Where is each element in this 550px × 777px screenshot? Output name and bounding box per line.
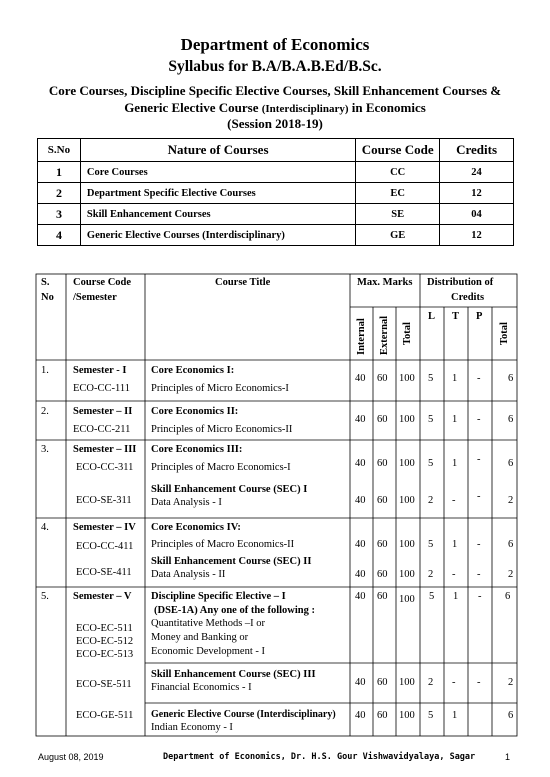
- row4-sec-internal: 40: [355, 569, 366, 580]
- row4-sec-code: ECO-SE-411: [76, 567, 132, 578]
- row3-subtitle: Principles of Macro Economics-I: [151, 462, 291, 473]
- summary-nature: Generic Elective Courses (Interdisciplinary): [80, 225, 355, 246]
- row3-external: 60: [377, 458, 388, 469]
- row4-t: 1: [452, 539, 458, 550]
- summary-credits: 04: [440, 204, 514, 225]
- footer-date: August 08, 2019: [38, 752, 104, 762]
- row5-ge-total: 100: [399, 710, 415, 721]
- row5-sec-external: 60: [377, 677, 388, 688]
- row5-external: 60: [377, 591, 388, 602]
- row3-sec-title: Skill Enhancement Course (SEC) I: [151, 484, 308, 495]
- row1-subtitle: Principles of Micro Economics-I: [151, 383, 289, 394]
- row5-p: -: [478, 591, 482, 602]
- row1-total: 100: [399, 373, 415, 384]
- detail-header-dist1: Distribution of: [427, 277, 494, 288]
- row4-title: Core Economics IV:: [151, 522, 241, 533]
- row3-internal: 40: [355, 458, 366, 469]
- row1-code: ECO-CC-111: [73, 383, 130, 394]
- row4-sec-subtitle: Data Analysis - II: [151, 569, 226, 580]
- summary-header-nature: Nature of Courses: [80, 139, 355, 162]
- row5-ge-title: Generic Elective Course (Interdisciplinary): [151, 709, 336, 720]
- row2-title: Core Economics II:: [151, 406, 239, 417]
- summary-nature: Department Specific Elective Courses: [80, 183, 355, 204]
- row1-t: 1: [452, 373, 458, 384]
- row2-credits: 6: [508, 414, 514, 425]
- row5-sec-credits: 2: [508, 677, 514, 688]
- detail-header-credit-total: Total: [499, 322, 510, 345]
- row5-course-option: Quantitative Methods –I or: [151, 618, 266, 629]
- row3-semester: Semester – III: [73, 444, 137, 455]
- row5-ge-l: 5: [428, 710, 434, 721]
- row4-sno: 4.: [41, 522, 49, 533]
- row1-semester: Semester - I: [73, 365, 127, 376]
- detail-header-title: Course Title: [215, 277, 271, 288]
- courses-line2c: in Economics: [348, 100, 426, 115]
- detail-header-code: Course Code: [73, 277, 132, 288]
- department-title: Department of Economics: [180, 35, 370, 54]
- row4-external: 60: [377, 539, 388, 550]
- row2-l: 5: [428, 414, 434, 425]
- summary-nature: Core Courses: [80, 162, 355, 183]
- row5-sec-p: -: [477, 677, 481, 688]
- row4-total: 100: [399, 539, 415, 550]
- detail-header-p: P: [476, 311, 483, 322]
- row2-internal: 40: [355, 414, 366, 425]
- session-label: (Session 2018-19): [227, 116, 323, 131]
- row4-semester: Semester – IV: [73, 522, 136, 533]
- row1-title: Core Economics I:: [151, 365, 235, 376]
- row3-p: -: [477, 454, 481, 465]
- row2-code: ECO-CC-211: [73, 424, 131, 435]
- row2-total: 100: [399, 414, 415, 425]
- row4-code: ECO-CC-411: [76, 541, 134, 552]
- summary-credits: 12: [440, 183, 514, 204]
- row5-title: Discipline Specific Elective – I: [151, 591, 286, 602]
- row3-sec-total: 100: [399, 495, 415, 506]
- row3-sec-code: ECO-SE-311: [76, 495, 132, 506]
- detail-header-external: External: [379, 315, 390, 355]
- row4-l: 5: [428, 539, 434, 550]
- row3-sec-l: 2: [428, 495, 434, 506]
- row5-ge-internal: 40: [355, 710, 366, 721]
- row4-internal: 40: [355, 539, 366, 550]
- row5-sec-title: Skill Enhancement Course (SEC) III: [151, 669, 316, 680]
- summary-nature: Skill Enhancement Courses: [80, 204, 355, 225]
- summary-sno: 3: [38, 204, 81, 225]
- row5-ge-t: 1: [452, 710, 458, 721]
- detail-header-marks: Max. Marks: [357, 277, 413, 288]
- row5-credits: 6: [505, 591, 511, 602]
- detail-header-l: L: [428, 311, 436, 322]
- row5-sec-t: -: [452, 677, 456, 688]
- row2-semester: Semester – II: [73, 406, 133, 417]
- row5-sec-internal: 40: [355, 677, 366, 688]
- detail-header-dist2: Credits: [451, 292, 485, 303]
- row3-sec-p: -: [477, 491, 481, 502]
- row1-l: 5: [428, 373, 434, 384]
- row5-internal: 40: [355, 591, 366, 602]
- summary-code: EC: [356, 183, 440, 204]
- row3-sec-t: -: [452, 495, 456, 506]
- summary-sno: 4: [38, 225, 81, 246]
- row3-code: ECO-CC-311: [76, 462, 134, 473]
- row5-code-option: ECO-EC-513: [76, 649, 134, 660]
- row5-ge-code: ECO-GE-511: [76, 710, 134, 721]
- courses-line2a: Generic Elective Course: [124, 100, 262, 115]
- syllabus-title: Syllabus for B.A/B.A.B.Ed/B.Sc.: [168, 58, 382, 75]
- detail-header-s: S.: [41, 277, 50, 288]
- row1-sno: 1.: [41, 365, 49, 376]
- row5-ge-credits: 6: [508, 710, 514, 721]
- detail-header-total: Total: [402, 322, 413, 345]
- row4-p: -: [477, 539, 481, 550]
- row3-credits: 6: [508, 458, 514, 469]
- row4-sec-total: 100: [399, 569, 415, 580]
- row3-total: 100: [399, 458, 415, 469]
- row5-ge-external: 60: [377, 710, 388, 721]
- summary-header-sno: S.No: [38, 139, 81, 162]
- row5-sec-subtitle: Financial Economics - I: [151, 682, 252, 693]
- row5-sec-code: ECO-SE-511: [76, 679, 132, 690]
- row5-code-option: ECO-EC-511: [76, 623, 133, 634]
- footer-page-number: 1: [505, 752, 511, 762]
- detail-header-t: T: [452, 311, 460, 322]
- row2-t: 1: [452, 414, 458, 425]
- row5-sno: 5.: [41, 591, 49, 602]
- row3-sec-credits: 2: [508, 495, 514, 506]
- row5-sec-total: 100: [399, 677, 415, 688]
- row3-l: 5: [428, 458, 434, 469]
- summary-sno: 2: [38, 183, 81, 204]
- courses-line1: Core Courses, Discipline Specific Elective Courses, Skill Enhancement Courses &: [48, 83, 502, 98]
- row5-total: 100: [399, 594, 415, 605]
- row5-course-option: Economic Development - I: [151, 646, 266, 657]
- row2-subtitle: Principles of Micro Economics-II: [151, 424, 293, 435]
- detail-header-internal: Internal: [356, 318, 367, 355]
- row5-ge-subtitle: Indian Economy - I: [151, 722, 233, 733]
- row3-sec-internal: 40: [355, 495, 366, 506]
- row5-dse-note: (DSE-1A) Any one of the following :: [154, 605, 316, 616]
- row5-sec-l: 2: [428, 677, 434, 688]
- summary-credits: 12: [440, 225, 514, 246]
- courses-line2b: (Interdisciplinary): [261, 103, 349, 115]
- row4-sec-p: -: [477, 569, 481, 580]
- summary-code: GE: [356, 225, 440, 246]
- row1-credits: 6: [508, 373, 514, 384]
- row4-subtitle: Principles of Macro Economics-II: [151, 539, 295, 550]
- row5-code-option: ECO-EC-512: [76, 636, 134, 647]
- row4-credits: 6: [508, 539, 514, 550]
- row1-external: 60: [377, 373, 388, 384]
- row3-sno: 3.: [41, 444, 49, 455]
- row2-p: -: [477, 414, 481, 425]
- row2-external: 60: [377, 414, 388, 425]
- detail-header-no: No: [41, 292, 54, 303]
- row3-sec-subtitle: Data Analysis - I: [151, 497, 222, 508]
- summary-code: CC: [356, 162, 440, 183]
- row3-sec-external: 60: [377, 495, 388, 506]
- summary-header-code: Course Code: [356, 139, 440, 162]
- row1-internal: 40: [355, 373, 366, 384]
- row4-sec-t: -: [452, 569, 456, 580]
- row5-semester: Semester – V: [73, 591, 132, 602]
- row5-t: 1: [453, 591, 459, 602]
- footer-department: Department of Economics, Dr. H.S. Gour Vishwavidyalaya, Sagar: [163, 752, 476, 762]
- row3-t: 1: [452, 458, 458, 469]
- row4-sec-external: 60: [377, 569, 388, 580]
- detail-header-semester: /Semester: [73, 292, 117, 303]
- row5-l: 5: [429, 591, 435, 602]
- row5-course-option: Money and Banking or: [151, 632, 249, 643]
- row4-sec-title: Skill Enhancement Course (SEC) II: [151, 556, 312, 567]
- row1-p: -: [477, 373, 481, 384]
- row3-title: Core Economics III:: [151, 444, 243, 455]
- summary-sno: 1: [38, 162, 81, 183]
- row4-sec-l: 2: [428, 569, 434, 580]
- summary-credits: 24: [440, 162, 514, 183]
- row2-sno: 2.: [41, 406, 49, 417]
- summary-header-credits: Credits: [440, 139, 514, 162]
- summary-code: SE: [356, 204, 440, 225]
- row4-sec-credits: 2: [508, 569, 514, 580]
